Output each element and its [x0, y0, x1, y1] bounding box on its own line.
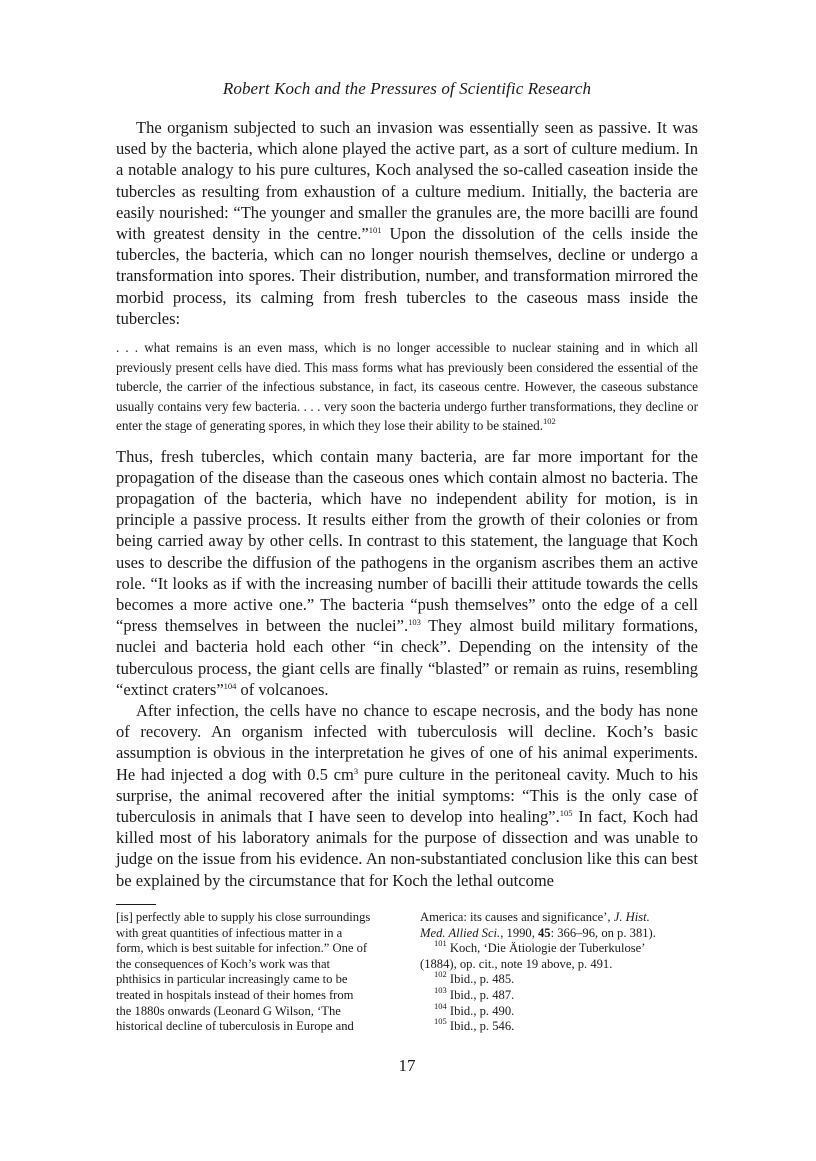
- body-text: [116, 117, 698, 891]
- paragraph-3-text-c: In fact, Koch had killed most of his laboratory animals for the purpose of dissection and was unable to judge on the issue from his evidence. An non-substantiated conclusion like this can best be explained by the circumstance that for Koch the lethal outcome: [116, 806, 698, 890]
- footnote-text: Ibid., p. 485.: [446, 972, 515, 987]
- footnote-line: form, which is best suitable for infection.” One of: [116, 941, 368, 956]
- footnote-ref-103[interactable]: 103: [408, 617, 421, 628]
- footnote-text: Ibid., p. 546.: [446, 1019, 515, 1034]
- footnote-line: (1884), op. cit., note 19 above, p. 491.: [420, 956, 613, 971]
- paragraph-3: [116, 700, 698, 891]
- exponent: 3: [353, 765, 359, 776]
- footnote-divider: [116, 904, 156, 905]
- footnote-103: [420, 984, 698, 1004]
- footnote-105: [420, 1016, 698, 1035]
- citation-text: , 1990,: [500, 925, 538, 940]
- footnote-ref-101[interactable]: 101: [368, 225, 382, 236]
- footnote-line: treated in hospitals instead of their homes from: [116, 987, 354, 1002]
- footnote-number: 105: [434, 1016, 447, 1027]
- paragraph-2-text-c: of volcanoes.: [236, 679, 329, 699]
- paragraph-2-text-b: They almost build military formations, nuclei and bacteria hold each other “in check”. Depending on the intensity of the tuberculous process, the giant cells are finally “blasted” or remain as ruins, resembling “extinct craters”: [116, 616, 698, 699]
- page-number: 17: [398, 1056, 416, 1075]
- footnote-101: [420, 938, 698, 957]
- paragraph-2-text-a: Thus, fresh tubercles, which contain many bacteria, are far more important for the propagation of the disease than the caseous ones which contain almost no bacteria. The propagation of the bacteria, which have no independent ability for motion, is in principle a passive process. It results either from the growth of their colonies or from being carried away by other cells. In contrast to this statement, the language that Koch uses to describe the diffusion of the pathogens in the organism ascribes them an active role. “It looks as if with the increasing number of bacilli their attitude towards the cells becomes a more active one.” The bacteria “push themselves” onto the edge of a cell “press themselves in between the nuclei”.: [116, 446, 698, 636]
- footnote-line: [420, 926, 698, 942]
- paragraph-2: [116, 446, 698, 700]
- journal-title: J. Hist.: [613, 910, 650, 924]
- footnote-text: Ibid., p. 490.: [446, 1003, 515, 1018]
- citation-text: America: its causes and significance’,: [420, 910, 614, 924]
- footnote-text: Ibid., p. 487.: [446, 987, 515, 1002]
- footnote-line: historical decline of tuberculosis in Europe and: [116, 1019, 354, 1034]
- footnote-number: 101: [434, 938, 447, 949]
- footnotes-column-2: [420, 910, 698, 1035]
- journal-title: Med. Allied Sci.: [420, 925, 501, 940]
- footnote-line: the consequences of Koch’s work was that: [116, 956, 331, 971]
- journal-volume: 45: [538, 925, 551, 940]
- paragraph-1-text-b: Upon the dissolution of the cells inside the tubercles, the bacteria, which can no longer nourish themselves, decline or undergo a transformation into spores. Their distribution, number, and transformation mirrored the morbid process, its calming from fresh tubercles to the caseous mass inside the tubercles:: [116, 224, 698, 328]
- footnote-number: 103: [434, 984, 447, 995]
- citation-text: : 366–96, on p. 381).: [550, 925, 656, 940]
- footnotes-column-1: [116, 910, 391, 1035]
- footnote-text: Koch, ‘Die Ätiologie der Tuberkulose’: [446, 941, 646, 956]
- paragraph-3-text-b: pure culture in the peritoneal cavity. Much to his surprise, the animal recovered after the initial symptoms: “This is the only case of tuberculosis in animals that I have seen to develop into healing”.: [116, 764, 698, 826]
- footnote-line: the 1880s onwards (Leonard G Wilson, ‘The: [116, 1003, 341, 1018]
- running-head: Robert Koch and the Pressures of Scientific Research: [222, 79, 592, 98]
- footnote-ref-105[interactable]: 105: [559, 807, 573, 818]
- block-quote: [116, 338, 698, 436]
- footnote-104: [420, 1000, 698, 1020]
- footnote-number: 104: [434, 1000, 447, 1011]
- footnote-line: with great quantities of infectious matter in a: [116, 925, 343, 940]
- paragraph-3-text-a: After infection, the cells have no chance to escape necrosis, and the body has none of recovery. An organism infected with tuberculosis will decline. Koch’s basic assumption is obvious in the interpretation he gives of one of his animal experiments. He had injected a dog with 0.5 cm: [116, 700, 698, 784]
- paragraph-1: [116, 117, 698, 329]
- footnote-ref-102[interactable]: 102: [543, 416, 556, 427]
- footnote-line: phthisics in particular increasingly came to be: [116, 972, 348, 987]
- footnote-number: 102: [434, 969, 447, 980]
- paragraph-1-text-a: The organism subjected to such an invasion was essentially seen as passive. It was used by the bacteria, which alone played the active part, as a sort of culture medium. In a notable analogy to his pure cultures, Koch analysed the so-called caseation inside the tubercles as resulting from exhaustion of a culture medium. Initially, the bacteria are easily nourished: “The younger and smaller the granules are, the more bacilli are found with greatest density in the centre.”: [116, 118, 698, 244]
- footnote-line: [is] perfectly able to supply his close surroundings: [116, 910, 371, 924]
- block-quote-text: . . . what remains is an even mass, which is no longer accessible to nuclear staining and in which all previously present cells have died. This mass forms what has previously been considered the essential of the tubercle, the carrier of the infectious substance, in fact, its caseous centre. However, the caseous substance usually contains very few bacteria. . . . very soon the bacteria undergo further transformations, they decline or enter the stage of generating spores, in which they lose their ability to be stained.: [116, 340, 698, 434]
- footnote-line: [420, 910, 698, 926]
- footnote-ref-104[interactable]: 104: [223, 680, 237, 691]
- footnote-102: [420, 969, 698, 988]
